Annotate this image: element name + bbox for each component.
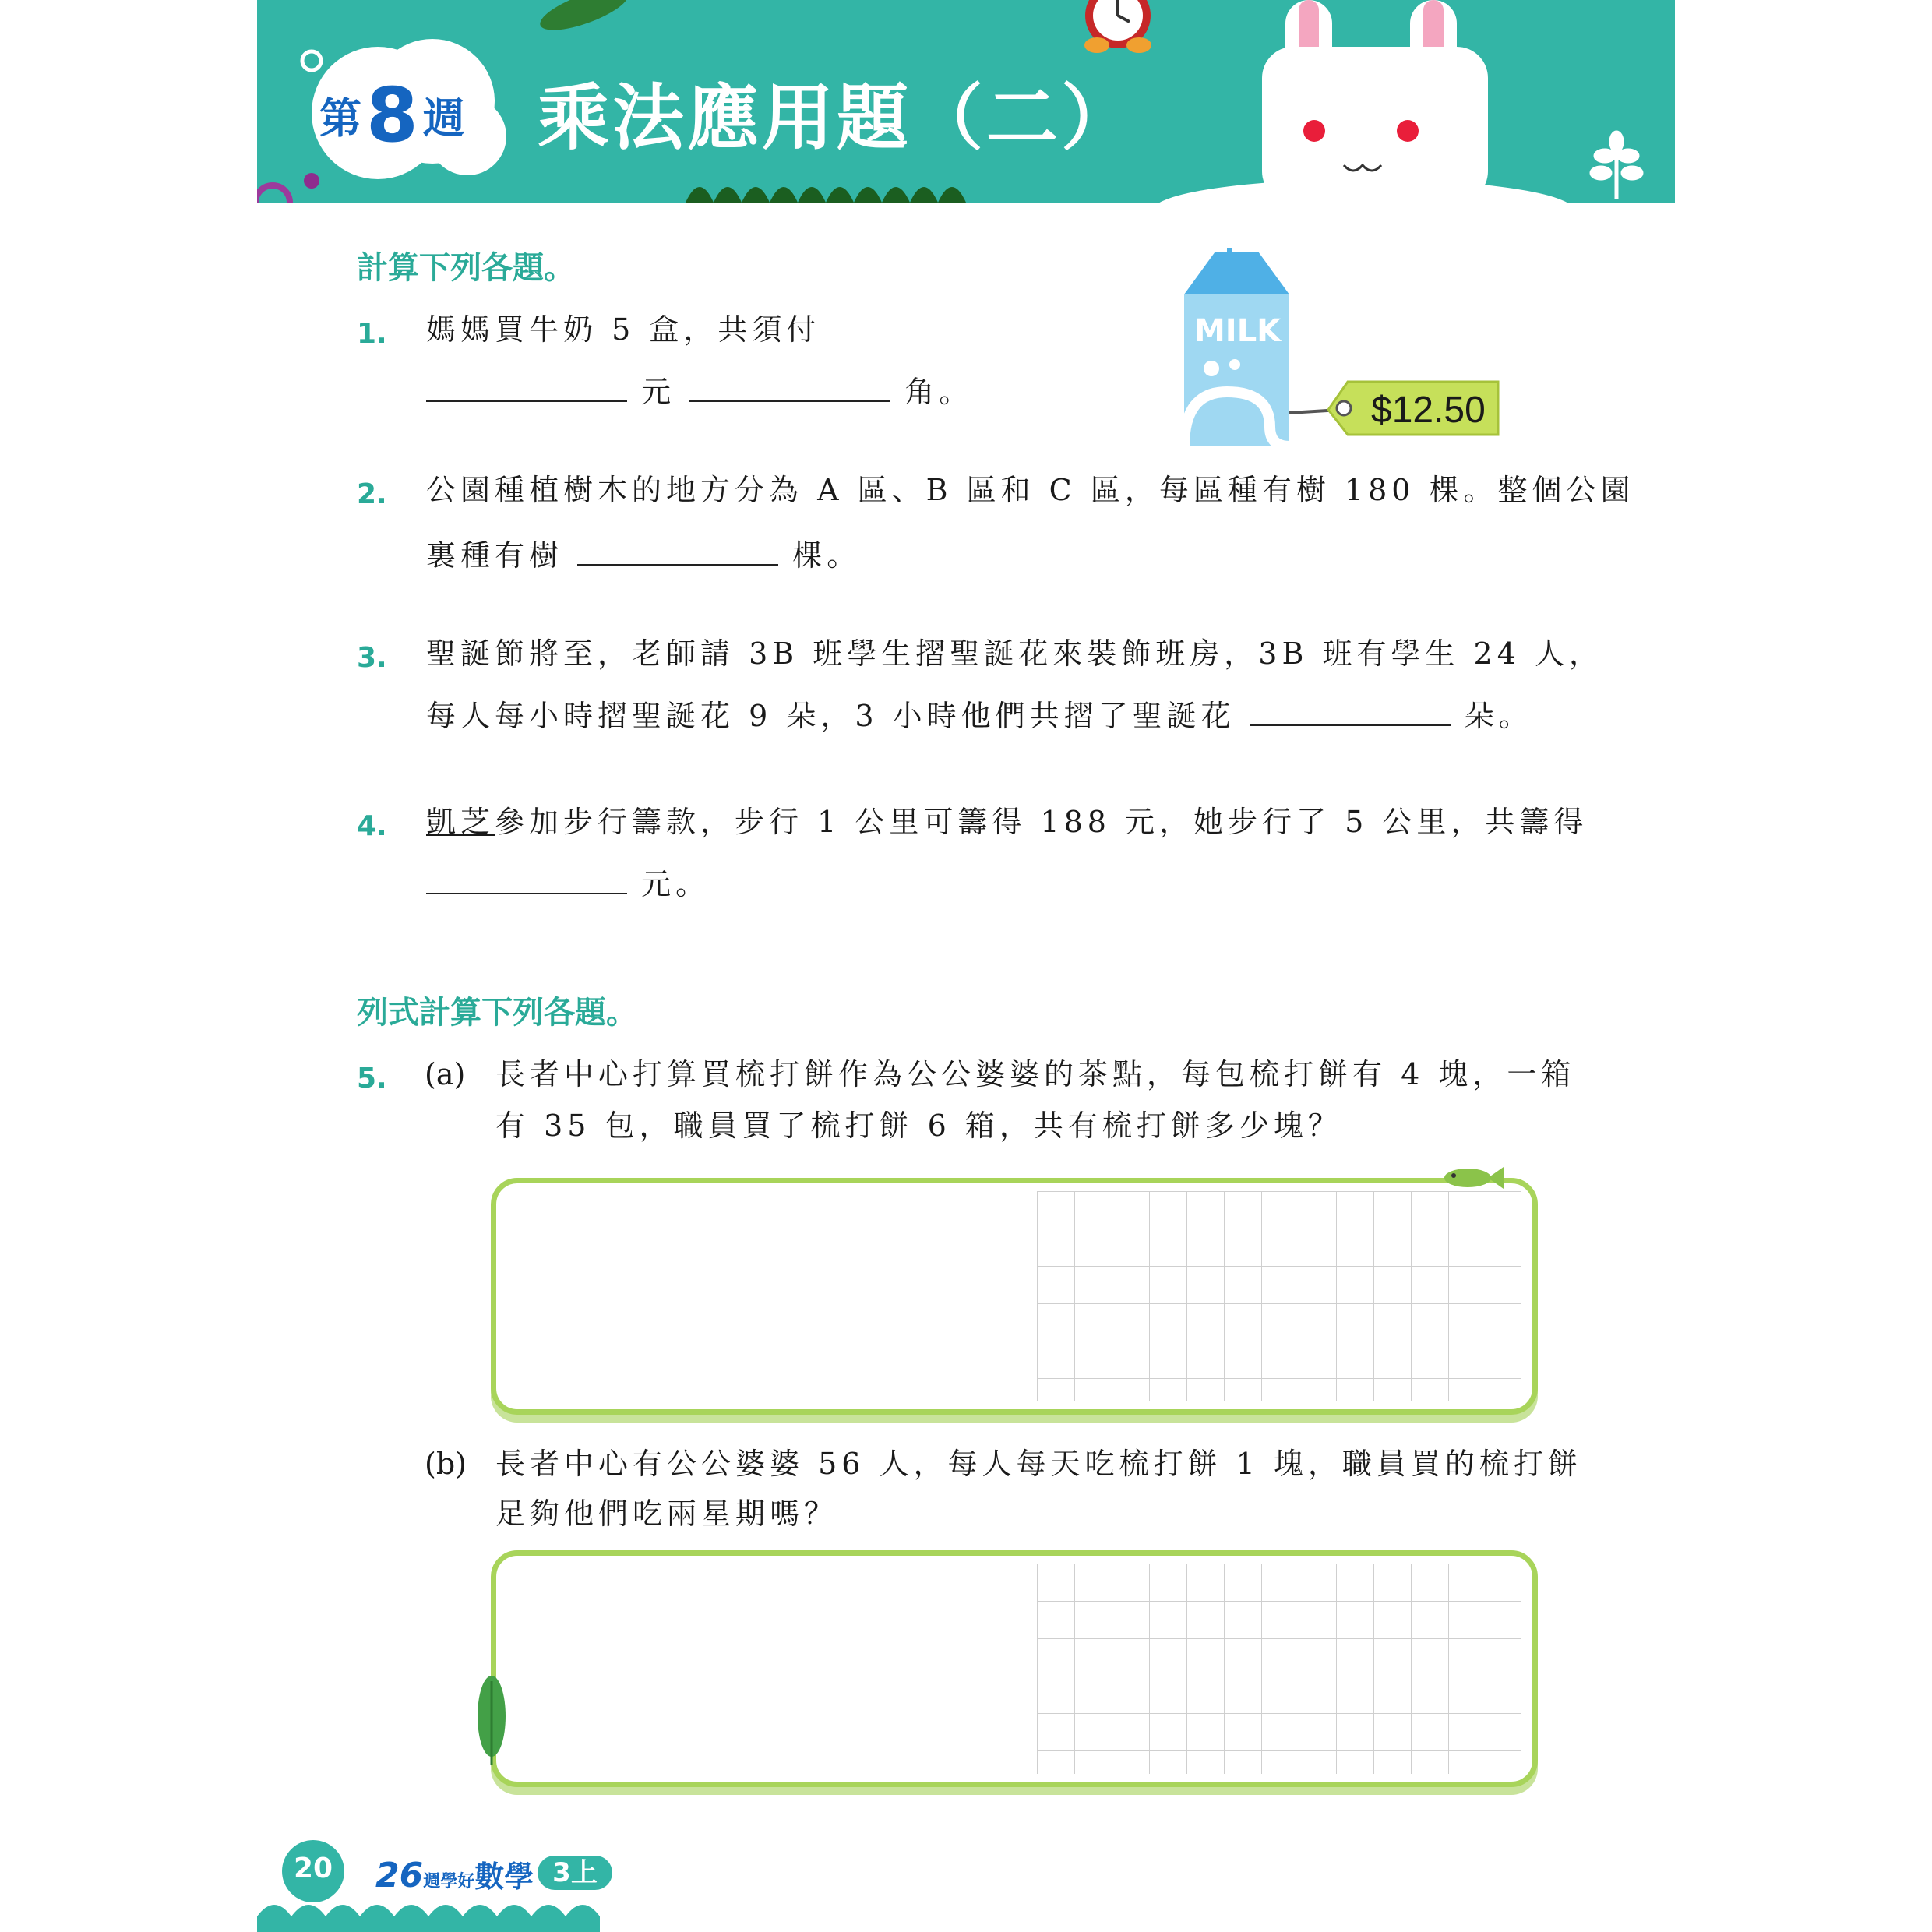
- question-2-number: 2.: [357, 478, 387, 510]
- week-prefix: 第: [319, 93, 361, 143]
- part-a-text-1: 長者中心打算買梳打餅作為公公婆婆的茶點，每包梳打餅有 4 塊，一箱: [495, 1057, 1576, 1091]
- grass-decoration: [686, 187, 966, 203]
- unit-flowers: 朵。: [1464, 699, 1533, 733]
- question-3-text-2: 每人每小時摺聖誕花 9 朵，3 小時他們共摺了聖誕花: [426, 699, 1236, 733]
- leaf-icon: [535, 0, 633, 38]
- footer-wave-decoration: [257, 1901, 600, 1932]
- question-1-text: 媽媽買牛奶 5 盒，共須付: [426, 312, 821, 347]
- question-2-text: 公園種植樹木的地方分為 A 區、B 區和 C 區，每區種有樹 180 棵。整個公園: [426, 473, 1635, 507]
- price-tag-label: $12.50: [1371, 390, 1486, 431]
- question-4-number: 4.: [357, 810, 387, 842]
- brand-number: 26: [375, 1856, 424, 1895]
- page-title: 乘法應用題（二）: [538, 76, 1137, 160]
- grade-badge: 3上: [538, 1856, 612, 1890]
- answer-blank-trees[interactable]: [577, 556, 778, 566]
- page-number: 20: [293, 1853, 333, 1884]
- person-name: 凱芝: [426, 805, 495, 839]
- question-4-text: [426, 807, 1588, 837]
- part-a-label: (a): [425, 1057, 466, 1091]
- question-4-answer-line: [426, 869, 710, 899]
- leaf-icon: [474, 1673, 509, 1767]
- question-2-text-2: 裏種有樹: [426, 538, 564, 573]
- question-1-number: 1.: [357, 318, 387, 350]
- week-number: 8: [366, 72, 418, 159]
- question-3-number: 3.: [357, 642, 387, 674]
- ring-decoration: [257, 185, 290, 203]
- question-4-text-1: 參加步行籌款，步行 1 公里可籌得 188 元，她步行了 5 公里，共籌得: [495, 805, 1588, 839]
- unit-yuan-2: 元。: [641, 867, 710, 901]
- rabbit-illustration: [1153, 0, 1574, 203]
- fish-icon: [1443, 1162, 1505, 1193]
- book-brand: [375, 1853, 534, 1895]
- grid-area-a: [1037, 1191, 1521, 1401]
- unit-yuan: 元: [641, 375, 676, 409]
- answer-blank-money[interactable]: [426, 885, 627, 894]
- part-b-label: (b): [425, 1447, 467, 1481]
- question-2-answer-line: [426, 538, 862, 573]
- question-3-text: 聖誕節將至，老師請 3B 班學生摺聖誕花來裝飾班房，3B 班有學生 24 人，: [426, 636, 1603, 671]
- answer-blank-cents[interactable]: [689, 393, 890, 402]
- sprout-icon: [1592, 132, 1641, 199]
- question-1-answer-line: [426, 377, 973, 407]
- brand-small: 週學好: [423, 1872, 475, 1891]
- week-suffix: 週: [422, 93, 465, 143]
- question-3-answer-line: [426, 701, 1533, 731]
- milk-carton-illustration: [1180, 248, 1507, 452]
- answer-blank-flowers[interactable]: [1250, 717, 1451, 726]
- part-a-text-2: 有 35 包，職員買了梳打餅 6 箱，共有梳打餅多少塊？: [495, 1109, 1342, 1143]
- grid-area-b: [1037, 1564, 1521, 1774]
- answer-blank-dollars[interactable]: [426, 393, 627, 402]
- answer-box-a[interactable]: [491, 1178, 1538, 1415]
- question-5-number: 5.: [357, 1063, 387, 1095]
- unit-jiao: 角。: [904, 375, 974, 409]
- brand-big: 數學: [474, 1860, 534, 1894]
- part-b-text-2: 足夠他們吃兩星期嗎？: [495, 1497, 839, 1531]
- milk-label: MILK: [1194, 313, 1282, 349]
- answer-box-b[interactable]: [491, 1550, 1538, 1787]
- section1-heading: 計算下列各題。: [357, 250, 575, 286]
- unit-trees: 棵。: [792, 538, 862, 573]
- part-b-text-1: 長者中心有公公婆婆 56 人，每人每天吃梳打餅 1 塊，職員買的梳打餅: [495, 1447, 1582, 1481]
- section2-heading: 列式計算下列各題。: [357, 995, 637, 1031]
- week-label: [319, 72, 465, 159]
